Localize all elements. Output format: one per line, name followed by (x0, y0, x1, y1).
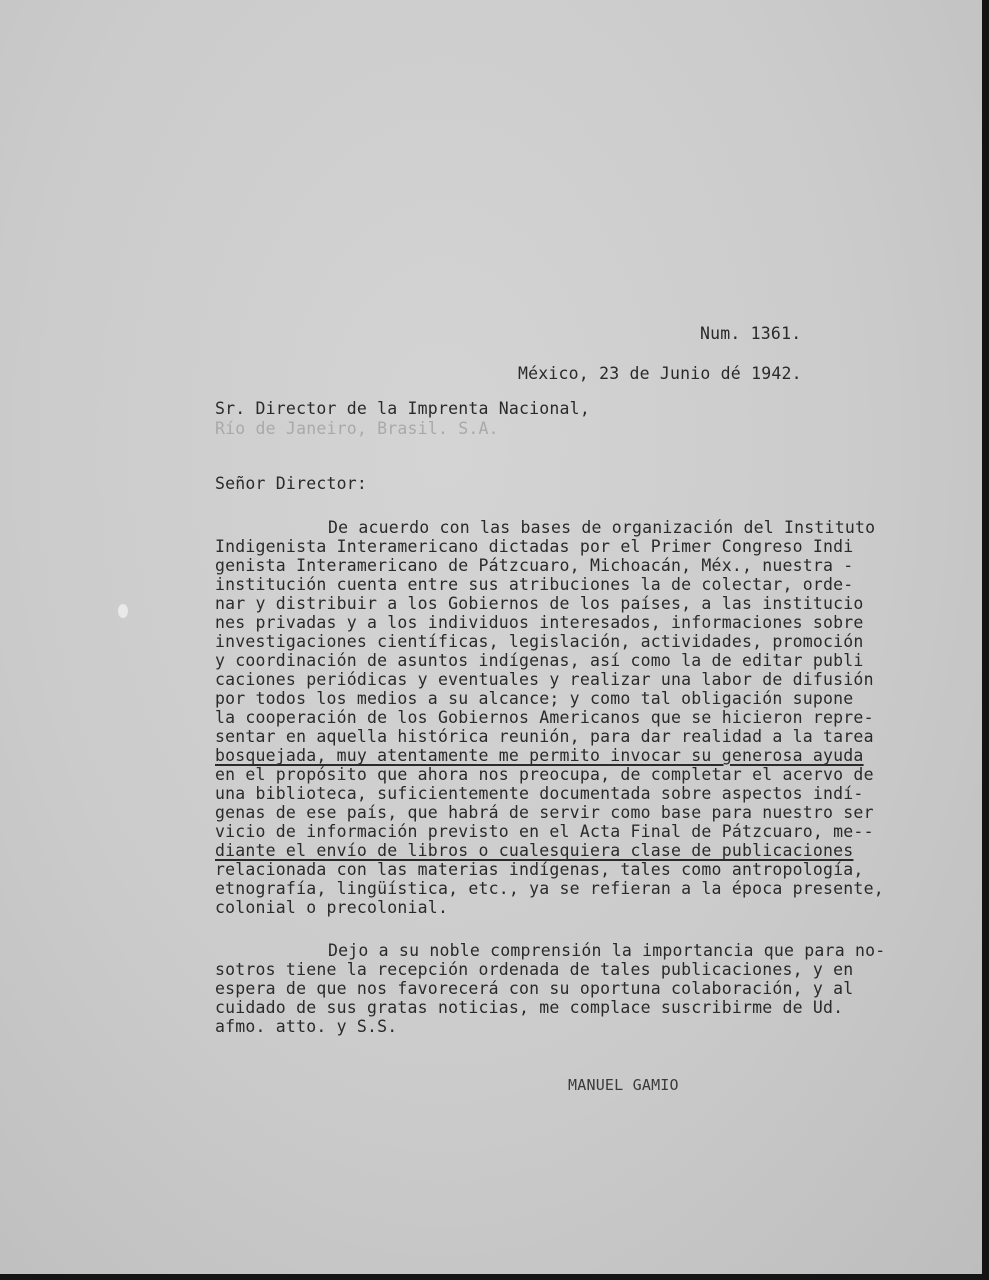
scan-edge-bottom (0, 1274, 989, 1280)
letter-number: Num. 1361. (700, 324, 802, 343)
body-line: Indigenista Interamericano dictadas por el Primer Congreso Indi (215, 537, 854, 556)
body-line: De acuerdo con las bases de organización del Instituto (328, 518, 876, 537)
scan-edge-right (982, 0, 989, 1280)
recipient-line-2: Río de Janeiro, Brasil. S.A. (215, 419, 499, 438)
closing-line: espera de que nos favorecerá con su oportuna colaboración, y al (215, 979, 854, 998)
body-line: investigaciones científicas, legislación, actividades, promoción (215, 632, 864, 651)
closing-line: sotros tiene la recepción ordenada de tales publicaciones, y en (215, 960, 854, 979)
body-line: por todos los medios a su alcance; y como tal obligación supone (215, 689, 854, 708)
body-line: en el propósito que ahora nos preocupa, de completar el acervo de (215, 765, 874, 784)
body-line: la cooperación de los Gobiernos Americanos que se hicieron repre- (215, 708, 874, 727)
body-line: caciones periódicas y eventuales y realizar una labor de difusión (215, 670, 874, 689)
body-line: vicio de información previsto en el Acta Final de Pátzcuaro, me-- (215, 822, 874, 841)
closing-line: cuidado de sus gratas noticias, me complace suscribirme de Ud. (215, 998, 844, 1017)
body-line: una biblioteca, suficientemente documentada sobre aspectos indí- (215, 784, 864, 803)
salutation: Señor Director: (215, 474, 368, 493)
body-line-underlined: bosquejada, muy atentamente me permito invocar su generosa ayuda (215, 746, 864, 765)
body-line-underlined: diante el envío de libros o cualesquiera clase de publicaciones (215, 841, 854, 860)
body-line: institución cuenta entre sus atribuciones la de colectar, orde- (215, 575, 854, 594)
body-line: sentar en aquella histórica reunión, para dar realidad a la tarea (215, 727, 874, 746)
recipient-line-1: Sr. Director de la Imprenta Nacional, (215, 399, 590, 418)
body-line: colonial o precolonial. (215, 898, 449, 917)
body-line: genista Interamericano de Pátzcuaro, Michoacán, Méx., nuestra - (215, 556, 854, 575)
closing-line: afmo. atto. y S.S. (215, 1017, 398, 1036)
signature: MANUEL GAMIO (568, 1076, 679, 1094)
body-line: nes privadas y a los individuos interesados, informaciones sobre (215, 613, 864, 632)
body-line: nar y distribuir a los Gobiernos de los países, a las institucio (215, 594, 864, 613)
body-line: genas de ese país, que habrá de servir como base para nuestro ser (215, 803, 874, 822)
body-line: y coordinación de asuntos indígenas, así como la de editar publi (215, 651, 864, 670)
closing-line: Dejo a su noble comprensión la importancia que para no- (328, 941, 886, 960)
date-line: México, 23 de Junio dé 1942. (518, 364, 802, 383)
body-line: etnografía, lingüística, etc., ya se refieran a la época presente, (215, 879, 884, 898)
body-line: relacionada con las materias indígenas, tales como antropología, (215, 860, 864, 879)
